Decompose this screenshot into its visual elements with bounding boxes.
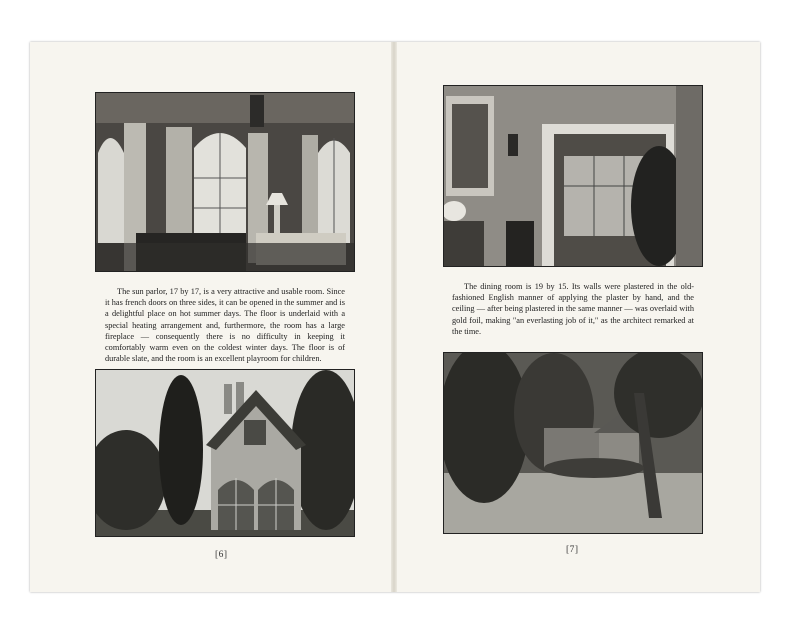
sun-parlor-caption: The sun parlor, 17 by 17, is a very attractive and usable room. Since it has french doors on three sides, it can be opened in the summer and is a delightful place on hot summer days. The floor is underlaid with a special heating arrangement and, furthermore, the room has a large fireplace — consequently there is no difficulty in keeping it comfortably warm even on the coldest winter days. The floor is of durable slate, and the room is an excellent playroom for children. <box>105 287 345 364</box>
book-gutter <box>391 42 397 592</box>
cottage-exterior-photo <box>95 369 355 537</box>
page-number-left: [6] <box>215 550 228 560</box>
sun-parlor-photo <box>95 92 355 272</box>
dining-room-photo <box>443 85 703 267</box>
page-number-right: [7] <box>566 545 579 555</box>
garden-photo <box>443 352 703 534</box>
dining-room-caption: The dining room is 19 by 15. Its walls were plastered in the old-fashioned English manner of applying the plaster by hand, and the ceiling — after being plastered in the same manner — was overlaid with gold foil, making "an everlasting job of it," as the architect remarked at the time. <box>452 282 694 336</box>
